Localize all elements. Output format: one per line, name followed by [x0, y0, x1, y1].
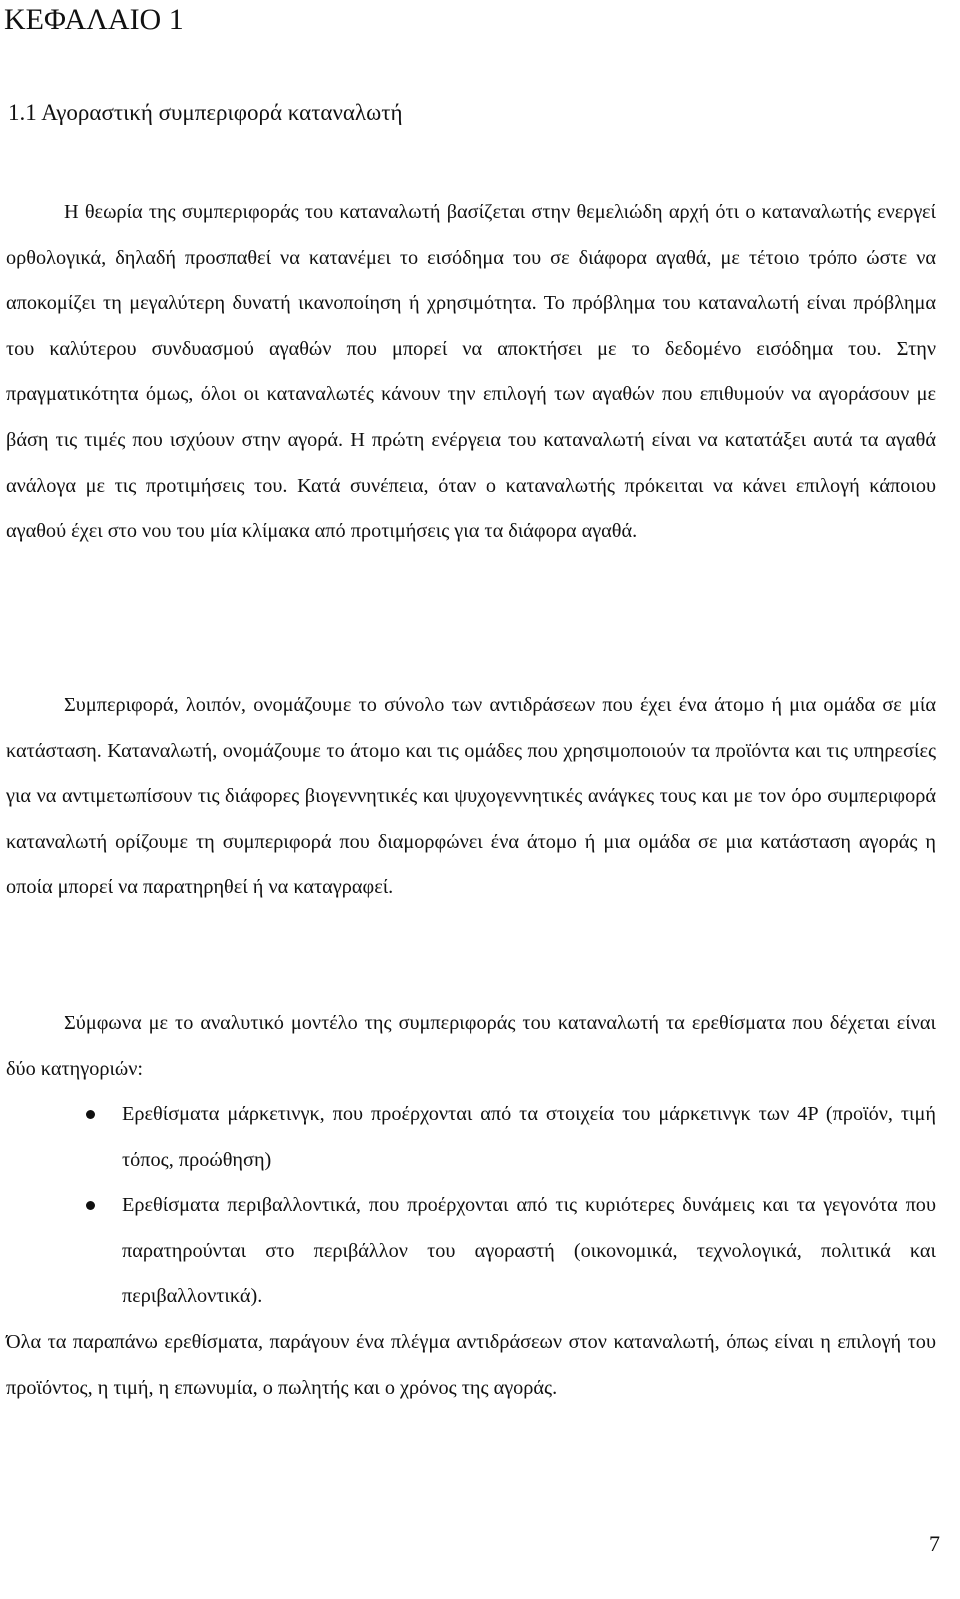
- list-item: [6, 1092, 936, 1183]
- paragraph-stimuli-intro: Σύμφωνα με το αναλυτικό μοντέλο της συμπεριφοράς του καταναλωτή τα ερεθίσματα που δέχεται είναι δύο κατηγοριών:: [6, 1012, 936, 1080]
- list-item: [6, 1183, 936, 1320]
- bullet-icon: [86, 1201, 95, 1210]
- stimuli-list: [6, 1092, 936, 1320]
- page-number: 7: [929, 1531, 940, 1556]
- list-item-text: Ερεθίσματα μάρκετινγκ, που προέρχονται από τα στοιχεία του μάρκετινγκ των 4P (προϊόν, τιμή τόπος, προώθηση): [122, 1103, 936, 1171]
- paragraph-theory: Η θεωρία της συμπεριφοράς του καταναλωτή βασίζεται στην θεμελιώδη αρχή ότι ο καταναλωτής ενεργεί ορθολογικά, δηλαδή προσπαθεί να κατανέμει το εισόδημα του σε διάφορα αγαθά, με τέτοιο τρόπο ώστε να αποκομίζει τη μεγαλύτερη δυνατή ικανοποίηση ή χρησιμότητα. Το πρόβλημα του καταναλωτή είναι πρόβλημα του καλύτερου συνδυασμού αγαθών που μπορεί να αποκτήσει με το δεδομένο εισόδημα του. Στην πραγματικότητα όμως, όλοι οι καταναλωτές κάνουν την επιλογή των αγαθών που επιθυμούν να αγοράσουν με βάση τις τιμές που ισχύουν στην αγορά. Η πρώτη ενέργεια του καταναλωτή είναι να κατατάξει αυτά τα αγαθά ανάλογα με τις προτιμήσεις του. Κατά συνέπεια, όταν ο καταναλωτής πρόκειται να κάνει επιλογή κάποιου αγαθού έχει στο νου του μία κλίμακα από προτιμήσεις για τα διάφορα αγαθά.: [6, 201, 936, 543]
- paragraph-closing: Όλα τα παραπάνω ερεθίσματα, παράγουν ένα πλέγμα αντιδράσεων στον καταναλωτή, όπως είναι η επιλογή του προϊόντος, η τιμή, η επωνυμία, ο πωλητής και ο χρόνος της αγοράς.: [6, 1331, 936, 1399]
- bullet-icon: [86, 1110, 95, 1119]
- section-title: 1.1 Αγοραστική συμπεριφορά καταναλωτή: [8, 100, 403, 125]
- chapter-title: ΚΕΦΑΛΑΙΟ 1: [4, 3, 184, 36]
- list-item-text: Ερεθίσματα περιβαλλοντικά, που προέρχονται από τις κυριότερες δυνάμεις και τα γεγονότα που παρατηρούνται στο περιβάλλον του αγοραστή (οικονομικά, τεχνολογικά, πολιτικά και περιβαλλοντικά).: [122, 1194, 936, 1308]
- paragraph-behavior-definition: Συμπεριφορά, λοιπόν, ονομάζουμε το σύνολο των αντιδράσεων που έχει ένα άτομο ή μια ομάδα σε μία κατάσταση. Καταναλωτή, ονομάζουμε το άτομο και τις ομάδες που χρησιμοποιούν τα προϊόντα και τις υπηρεσίες για να αντιμετωπίσουν τις διάφορες βιογεννητικές και ψυχογεννητικές ανάγκες τους και με τον όρο συμπεριφορά καταναλωτή ορίζουμε τη συμπεριφορά που διαμορφώνει ένα άτομο ή μια ομάδα σε μια κατάσταση αγοράς η οποία μπορεί να παρατηρηθεί ή να καταγραφεί.: [6, 694, 936, 899]
